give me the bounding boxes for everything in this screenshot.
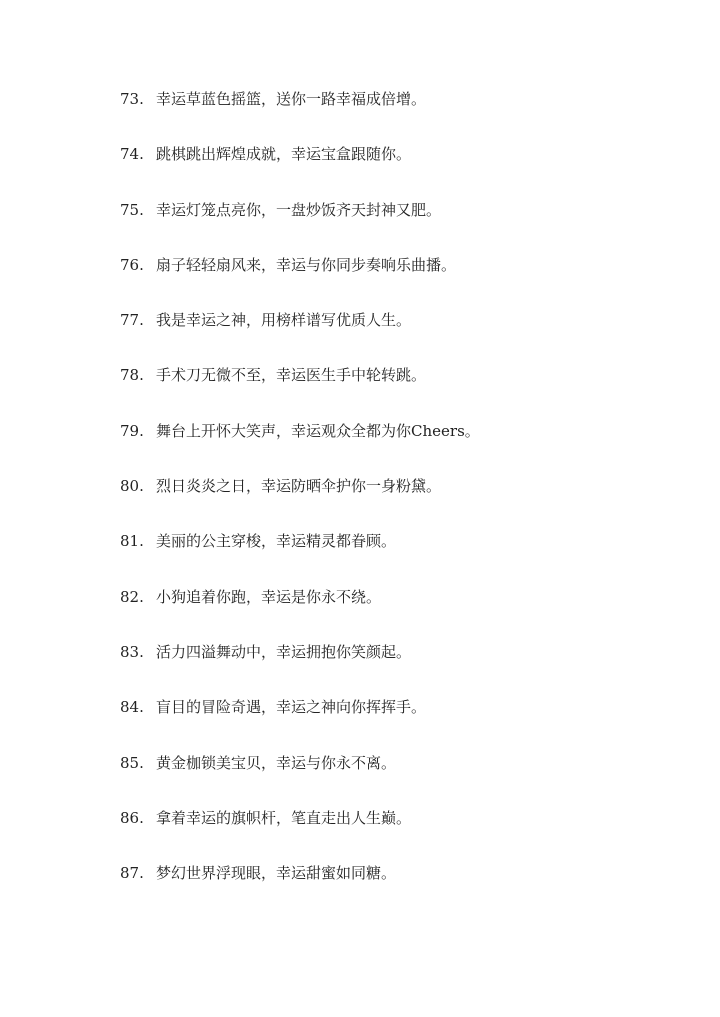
- item-text: 美丽的公主穿梭，幸运精灵都眷顾。: [156, 532, 397, 551]
- item-number: 73.: [120, 90, 144, 108]
- item-text: 扇子轻轻扇风来，幸运与你同步奏响乐曲播。: [156, 255, 457, 274]
- item-text: 小狗追着你跑，幸运是你永不绕。: [156, 587, 382, 606]
- item-number: 85.: [120, 753, 144, 772]
- item-text: 跳棋跳出辉煌成就，幸运宝盒跟随你。: [156, 145, 412, 164]
- list-item: [120, 639, 480, 666]
- item-text: 梦幻世界浮现眼，幸运甜蜜如同糖。: [156, 864, 397, 883]
- item-number: 83.: [120, 642, 144, 661]
- item-number: 75.: [120, 200, 144, 219]
- list-item: [120, 197, 480, 224]
- list-item: [120, 528, 480, 555]
- item-number: 82.: [120, 587, 144, 606]
- list-item: [120, 86, 480, 113]
- list-item: [120, 584, 480, 611]
- list-item: [120, 750, 480, 777]
- item-text: 活力四溢舞动中，幸运拥抱你笑颜起。: [156, 642, 412, 661]
- list-item: [120, 141, 480, 168]
- item-text: 幸运灯笼点亮你，一盘炒饭齐天封神又肥。: [156, 200, 442, 219]
- item-number: 74.: [120, 145, 144, 164]
- list-item: [120, 418, 480, 445]
- list-item: [120, 307, 480, 334]
- list-item: [120, 694, 480, 721]
- item-number: 87.: [120, 864, 144, 883]
- item-text: 盲目的冒险奇遇，幸运之神向你挥挥手。: [156, 698, 427, 717]
- list-item: [120, 362, 480, 389]
- item-number: 84.: [120, 698, 144, 717]
- numbered-list: [120, 86, 480, 915]
- item-text: 手术刀无微不至，幸运医生手中轮转跳。: [156, 366, 427, 385]
- item-text: 我是幸运之神，用榜样谱写优质人生。: [156, 311, 412, 330]
- list-item: [120, 473, 480, 500]
- item-number: 80.: [120, 477, 144, 496]
- list-item: [120, 860, 480, 887]
- item-text: 烈日炎炎之日，幸运防晒伞护你一身粉黛。: [156, 477, 442, 496]
- item-text: 幸运草蓝色摇篮，送你一路幸福成倍增。: [156, 90, 427, 108]
- item-text: 拿着幸运的旗帜杆，笔直走出人生巅。: [156, 808, 412, 827]
- item-number: 76.: [120, 255, 144, 274]
- item-number: 79.: [120, 421, 144, 440]
- item-number: 81.: [120, 532, 144, 551]
- list-item: [120, 252, 480, 279]
- item-number: 78.: [120, 366, 144, 385]
- item-number: 86.: [120, 808, 144, 827]
- item-text: 黄金枷锁美宝贝，幸运与你永不离。: [156, 753, 397, 772]
- item-number: 77.: [120, 311, 144, 330]
- list-item: [120, 805, 480, 832]
- item-text: 舞台上开怀大笑声，幸运观众全都为你Cheers。: [156, 421, 480, 440]
